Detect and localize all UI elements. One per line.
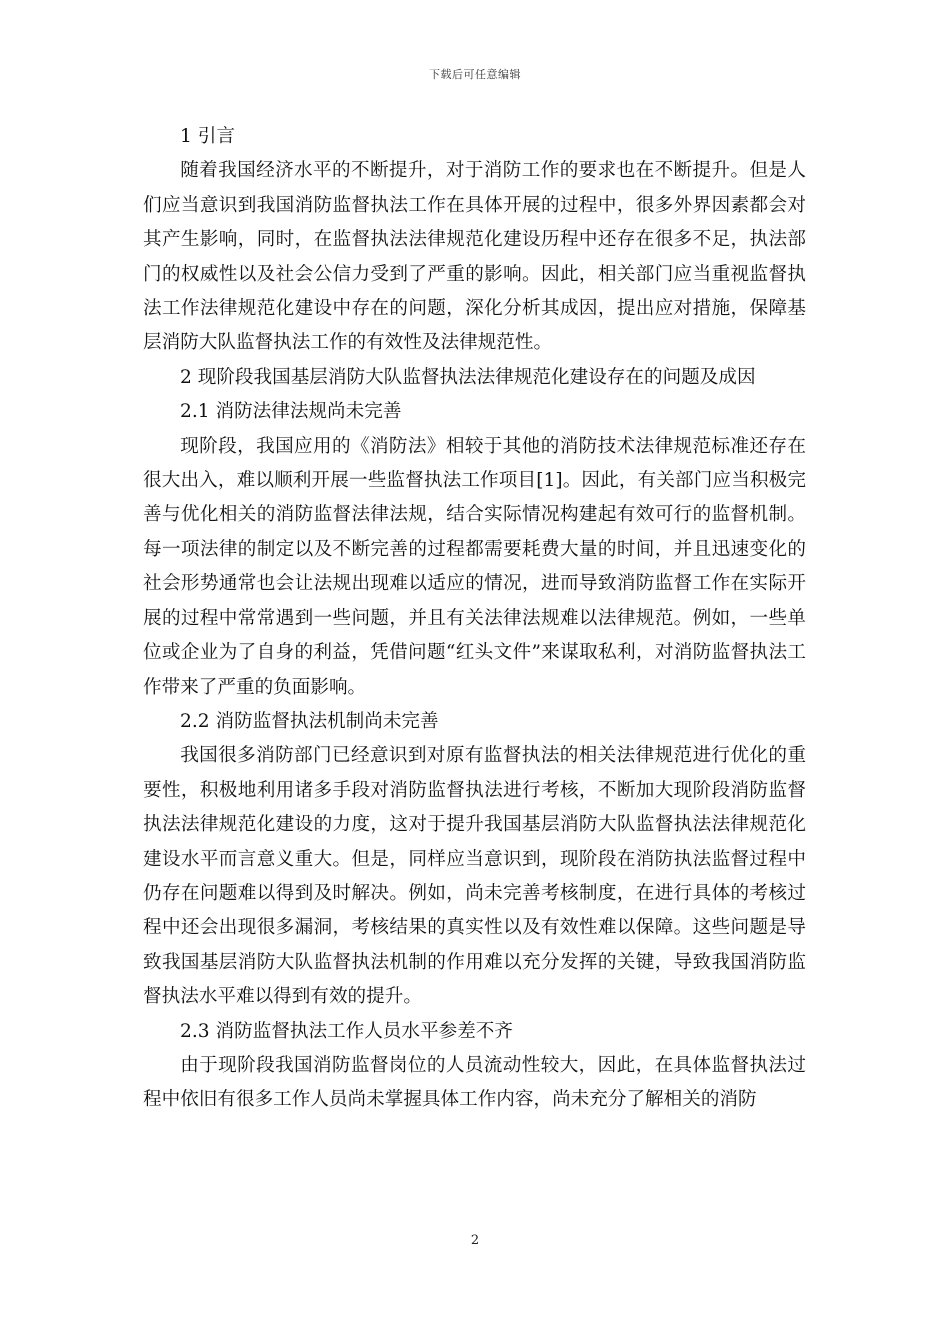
document-body — [143, 120, 806, 1118]
page-number: 2 — [470, 1233, 480, 1248]
section-heading-2: 2 现阶段我国基层消防大队监督执法法律规范化建设存在的问题及成因 — [180, 366, 756, 388]
section-heading-2-2: 2.2 消防监督执法机制尚未完善 — [180, 710, 439, 732]
paragraph-2-3: 由于现阶段我国消防监督岗位的人员流动性较大，因此，在具体监督执法过程中依旧有很多工作人员尚未掌握具体工作内容，尚未充分了解相关的消防 — [143, 1054, 806, 1111]
section-heading-2-3: 2.3 消防监督执法工作人员水平参差不齐 — [180, 1020, 513, 1042]
page-header-note: 下载后可任意编辑 — [429, 68, 521, 81]
section-heading-intro: 1 引言 — [180, 126, 235, 147]
section-heading-2-1: 2.1 消防法律法规尚未完善 — [180, 401, 402, 423]
paragraph-2-2: 我国很多消防部门已经意识到对原有监督执法的相关法律规范进行优化的重要性，积极地利用诸多手段对消防监督执法进行考核，不断加大现阶段消防监督执法法律规范化建设的力度，这对于提升我国基层消防大队监督执法法律规范化建设水平而言意义重大。但是，同样应当意识到，现阶段在消防执法监督过程中仍存在问题难以得到及时解决。例如，尚未完善考核制度，在进行具体的考核过程中还会出现很多漏洞，考核结果的真实性以及有效性难以保障。这些问题是导致我国基层消防大队监督执法机制的作用难以充分发挥的关键，导致我国消防监督执法水平难以得到有效的提升。 — [143, 745, 806, 1008]
paragraph-intro: 随着我国经济水平的不断提升，对于消防工作的要求也在不断提升。但是人们应当意识到我国消防监督执法工作在具体开展的过程中，很多外界因素都会对其产生影响，同时，在监督执法法律规范化建设历程中还存在很多不足，执法部门的权威性以及社会公信力受到了严重的影响。因此，相关部门应当重视监督执法工作法律规范化建设中存在的问题，深化分析其成因，提出应对措施，保障基层消防大队监督执法工作的有效性及法律规范性。 — [143, 160, 806, 354]
paragraph-2-1: 现阶段，我国应用的《消防法》相较于其他的消防技术法律规范标准还存在很大出入，难以顺利开展一些监督执法工作项目[1]。因此，有关部门应当积极完善与优化相关的消防监督法律法规，结合实际情况构建起有效可行的监督机制。每一项法律的制定以及不断完善的过程都需要耗费大量的时间，并且迅速变化的社会形势通常也会让法规出现难以适应的情况，进而导致消防监督工作在实际开展的过程中常常遇到一些问题，并且有关法律法规难以法律规范。例如，一些单位或企业为了自身的利益，凭借问题“红头文件”来谋取私利，对消防监督执法工作带来了严重的负面影响。 — [143, 435, 806, 698]
